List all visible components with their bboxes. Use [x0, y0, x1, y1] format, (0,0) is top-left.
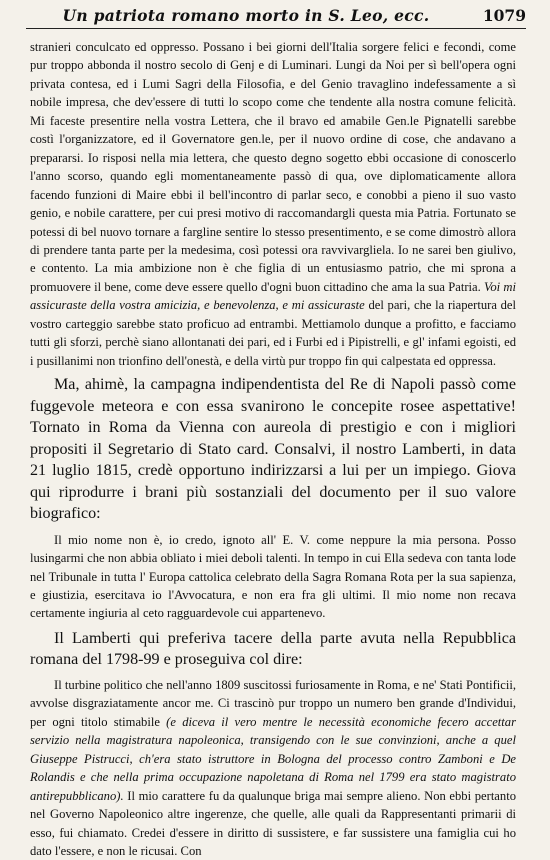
running-title: Un patriota romano morto in S. Leo, ecc.	[62, 6, 430, 25]
running-header	[26, 6, 526, 29]
narrative-text-2: Il Lamberti qui preferiva tacere della parte avuta nella Repubblica romana del 1798-99 e proseguiva col dire:	[30, 629, 516, 669]
quote-text-2b: Il mio carattere fu da qualunque briga mai sempre alieno. Non ebbi pertanto nel Governo Napoleonico altre ingerenze, che quelle, alle quali da Rappresentanti primarii di esso, fui chiamato. Credei d'essere in diritto di sussistere, e far sussistere una famiglia cui ho dato l'essere, e non le ricusai. Con	[30, 788, 516, 858]
quote-text-2a: Il turbine politico che nell'anno 1809 suscitossi furiosamente in Roma, e ne' Stati Pontificii, avvolse disgraziatamente ancor me. Ci trascinò pur troppo un numero ben grande d'Individui, per ogni titolo stimabile	[30, 677, 516, 729]
letter-text-a: stranieri conculcato ed oppresso. Possano i bei giorni dell'Italia sorgere felici e fecondi, come pur troppo abbonda il nostro secolo di Genj e di Luminari. Lungi da Noi per sì bell'opera ogni privata contesa, ed i Lumi Sagri della Filosofia, e del Genio travaglino indefessamente a sì nobile impresa, che dev'essere di tutti lo scopo come che tendente alla nostra comune felicità. Mi faceste presentire nella vostra Lettera, che il bravo ed amabile Gen.le Pignatelli sarebbe costì l'organizzatore, ed il Governatore gen.le, per il nuovo ordine di cose, che andavano a prepararsi. Io risposi nella mia lettera, che questo degno sogetto ebbi occasione di conoscerlo l'anno scorso, quando egli momentaneamente passò di qua, ove diplomaticamente allora facendo funzioni di Maire ebbi il bell'incontro di parlar seco, e conobbi a pieno il suo vasto genio, e nobile carattere, per cui presi motivo di raccomandargli questa mia Patria. Fortunato se potessi di bel nuovo tornare a fargline sentire lo stesso presentimento, e se come dimostrò allora di prendere tanta parte per la medesima, così potessi ora ravvivargliela. Io ne sarei ben giulivo, e contento. La mia ambizione non è che figlia di un entusiasmo patrio, che mi sprona a promuovere il bene, come deve essere quello d'ogni buon cittadino che ama la sua Patria.	[30, 40, 516, 294]
quoted-document-1	[30, 531, 516, 623]
page-number: 1079	[482, 6, 526, 25]
letter-italic-text: Voi mi assicuraste della vostra amicizia, e benevolenza, e mi assicuraste	[30, 279, 516, 313]
narrative-paragraph-2	[30, 628, 516, 671]
narrative-text-1: Ma, ahimè, la campagna indipendentista del Re di Napoli passò come fuggevole meteora e con essa svanirono le concepite rosee aspettative! Tornato in Roma da Vienna con aureola di prestigio e con i migliori propositi il Segretario di Stato card. Consalvi, il nostro Lamberti, in data 21 luglio 1815, credè opportuno indirizzarsi a lui per un impiego. Giova qui riprodurre i brani più sostanziali del documento per il suo valore biografico:	[30, 376, 516, 523]
letter-paragraph	[30, 38, 516, 370]
letter-excerpt	[30, 38, 516, 370]
quoted-document-2	[30, 676, 516, 860]
quote-italic-comment: (e diceva il vero mentre le necessità economiche fecero accettar servizio nella magistratura napoleonica, transigendo con le sue convinzioni, anche a quel Giuseppe Pistrucci, ch'era stato istruttore in Bologna del processo contro Zamboni e De Rolandis e che nella prima occupazione napoletana di Roma nel 1799 era stato magistrato antirepubblicano).	[30, 714, 516, 803]
page-body	[30, 38, 516, 860]
quote-paragraph-2	[30, 676, 516, 860]
narrative-paragraph-1	[30, 374, 516, 525]
letter-text-b: del pari, che la riapertura del vostro carteggio sarebbe stato proficuo ad entrambi. Mettiamolo dunque a profitto, e facciamo tutti gli sforzi, perchè siano allontanati dei pari, ed i Furbi ed i Pipistrelli, e gl' infami egoisti, ed i pusillanimi non trionfino dell'onestà, e della virtù pur troppo fin qui calpestata ed oppressa.	[30, 298, 517, 368]
quote-text-1: Il mio nome non è, io credo, ignoto all' E. V. come neppure la mia persona. Posso lusingarmi che non abbia obliato i miei deboli talenti. In tempo in cui Ella sedeva con tanta lode nel Tribunale in tutta l' Europa cattolica celebrato della Sagra Romana Rota per la sua sapienza, e giustizia, esercitava io l'Avvocatura, e non era fra gli ultimi. Il mio nome non recava certamente ingiuria al ceto ragguardevole cui appartenevo.	[30, 532, 516, 621]
